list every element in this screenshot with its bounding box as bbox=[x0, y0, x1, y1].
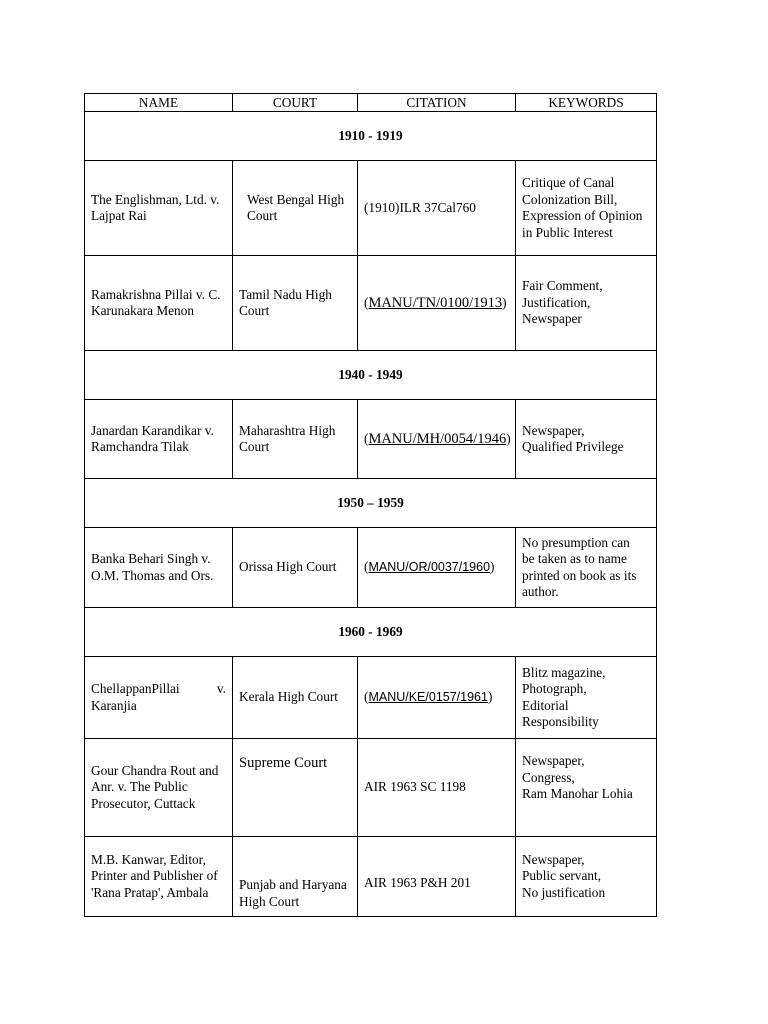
table-row bbox=[85, 739, 657, 837]
case-keywords bbox=[516, 528, 657, 608]
keyword: Editorial bbox=[522, 697, 569, 713]
case-court: Punjab and Haryana High Court bbox=[233, 837, 358, 917]
case-name bbox=[85, 657, 233, 739]
case-court: Kerala High Court bbox=[233, 657, 358, 739]
case-citation bbox=[358, 400, 516, 479]
case-name: Janardan Karandikar v. Ramchandra Tilak bbox=[85, 400, 233, 479]
header-keywords: KEYWORDS bbox=[516, 94, 657, 112]
keyword: Responsibility bbox=[522, 714, 599, 729]
case-keywords bbox=[516, 400, 657, 479]
case-keywords bbox=[516, 161, 657, 256]
citation-paren: ) bbox=[502, 294, 507, 310]
case-court-text: West Bengal High Court bbox=[247, 191, 345, 223]
decade-row-1960 bbox=[85, 608, 657, 657]
case-keywords bbox=[516, 256, 657, 351]
table-row bbox=[85, 837, 657, 917]
keyword: Fair Comment, bbox=[522, 278, 603, 294]
keyword: Newspaper, bbox=[522, 422, 585, 438]
case-name-first: ChellappanPillai bbox=[91, 681, 180, 696]
case-court bbox=[233, 161, 358, 256]
table-row bbox=[85, 161, 657, 256]
table-row bbox=[85, 657, 657, 739]
keyword: in Public Interest bbox=[522, 224, 613, 240]
case-citation: (1910)ILR 37Cal760 bbox=[358, 161, 516, 256]
keyword: Newspaper, bbox=[522, 753, 585, 768]
decade-label: 1960 - 1969 bbox=[85, 608, 657, 657]
keyword: Critique of Canal bbox=[522, 175, 615, 190]
header-citation: CITATION bbox=[358, 94, 516, 112]
case-citation: AIR 1963 P&H 201 bbox=[358, 837, 516, 917]
case-citation bbox=[358, 528, 516, 608]
decade-label: 1910 - 1919 bbox=[85, 112, 657, 161]
case-name: M.B. Kanwar, Editor, Printer and Publisher of 'Rana Pratap', Ambala bbox=[85, 837, 233, 917]
citation-paren: ) bbox=[506, 430, 511, 446]
keyword: Newspaper, bbox=[522, 851, 585, 867]
decade-label: 1940 - 1949 bbox=[85, 351, 657, 400]
keyword: Qualified Privilege bbox=[522, 439, 624, 454]
case-table bbox=[84, 93, 657, 917]
case-court: Tamil Nadu High Court bbox=[233, 256, 358, 351]
table-row bbox=[85, 256, 657, 351]
keyword: Ram Manohar Lohia bbox=[522, 786, 633, 801]
case-keywords bbox=[516, 657, 657, 739]
case-name-rest: Karanjia bbox=[91, 697, 137, 713]
decade-row-1940 bbox=[85, 351, 657, 400]
header-court: COURT bbox=[233, 94, 358, 112]
citation-ref: MANU/TN/0100/1913 bbox=[368, 294, 503, 311]
keyword: Congress, bbox=[522, 769, 575, 785]
case-court: Orissa High Court bbox=[233, 528, 358, 608]
decade-label: 1950 – 1959 bbox=[85, 479, 657, 528]
keyword: No justification bbox=[522, 884, 606, 900]
header-row bbox=[85, 94, 657, 112]
keyword: No presumption can bbox=[522, 534, 630, 550]
citation-ref: MANU/MH/0054/1946 bbox=[368, 430, 507, 447]
case-name: Banka Behari Singh v. O.M. Thomas and Ors. bbox=[85, 528, 233, 608]
case-name: Ramakrishna Pillai v. C. Karunakara Menon bbox=[85, 256, 233, 351]
citation-paren: ( bbox=[364, 689, 369, 705]
decade-row-1910 bbox=[85, 112, 657, 161]
citation-paren: ) bbox=[487, 689, 493, 705]
case-court: Maharashtra High Court bbox=[233, 400, 358, 479]
keyword: Expression of Opinion bbox=[522, 208, 643, 223]
keyword: Newspaper bbox=[522, 311, 582, 327]
header-name: NAME bbox=[85, 94, 233, 112]
keyword: Photograph, bbox=[522, 681, 587, 696]
case-keywords bbox=[516, 739, 657, 837]
table-row bbox=[85, 528, 657, 608]
case-citation bbox=[358, 657, 516, 739]
keyword: Public servant, bbox=[522, 868, 602, 884]
citation-ref: MANU/OR/0037/1960 bbox=[368, 560, 491, 575]
keyword: author. bbox=[522, 584, 559, 599]
citation-paren: ) bbox=[490, 559, 495, 575]
citation-paren: ( bbox=[364, 294, 369, 310]
case-citation bbox=[358, 256, 516, 351]
case-name: Gour Chandra Rout and Anr. v. The Public Prosecutor, Cuttack bbox=[85, 739, 233, 837]
keyword: Colonization Bill, bbox=[522, 191, 618, 207]
case-court: Supreme Court bbox=[233, 739, 358, 837]
case-citation: AIR 1963 SC 1198 bbox=[358, 739, 516, 837]
keyword: Justification, bbox=[522, 294, 591, 310]
case-name-versus: v. bbox=[216, 681, 226, 696]
keyword: Blitz magazine, bbox=[522, 664, 606, 680]
table-row bbox=[85, 400, 657, 479]
case-name: The Englishman, Ltd. v. Lajpat Rai bbox=[85, 161, 233, 256]
citation-ref: MANU/KE/0157/1961 bbox=[368, 690, 488, 705]
keyword: printed on book as its bbox=[522, 567, 637, 583]
decade-row-1950 bbox=[85, 479, 657, 528]
citation-paren: ( bbox=[364, 430, 369, 446]
keyword: be taken as to name bbox=[522, 551, 627, 566]
case-keywords bbox=[516, 837, 657, 917]
citation-paren: ( bbox=[364, 559, 369, 575]
